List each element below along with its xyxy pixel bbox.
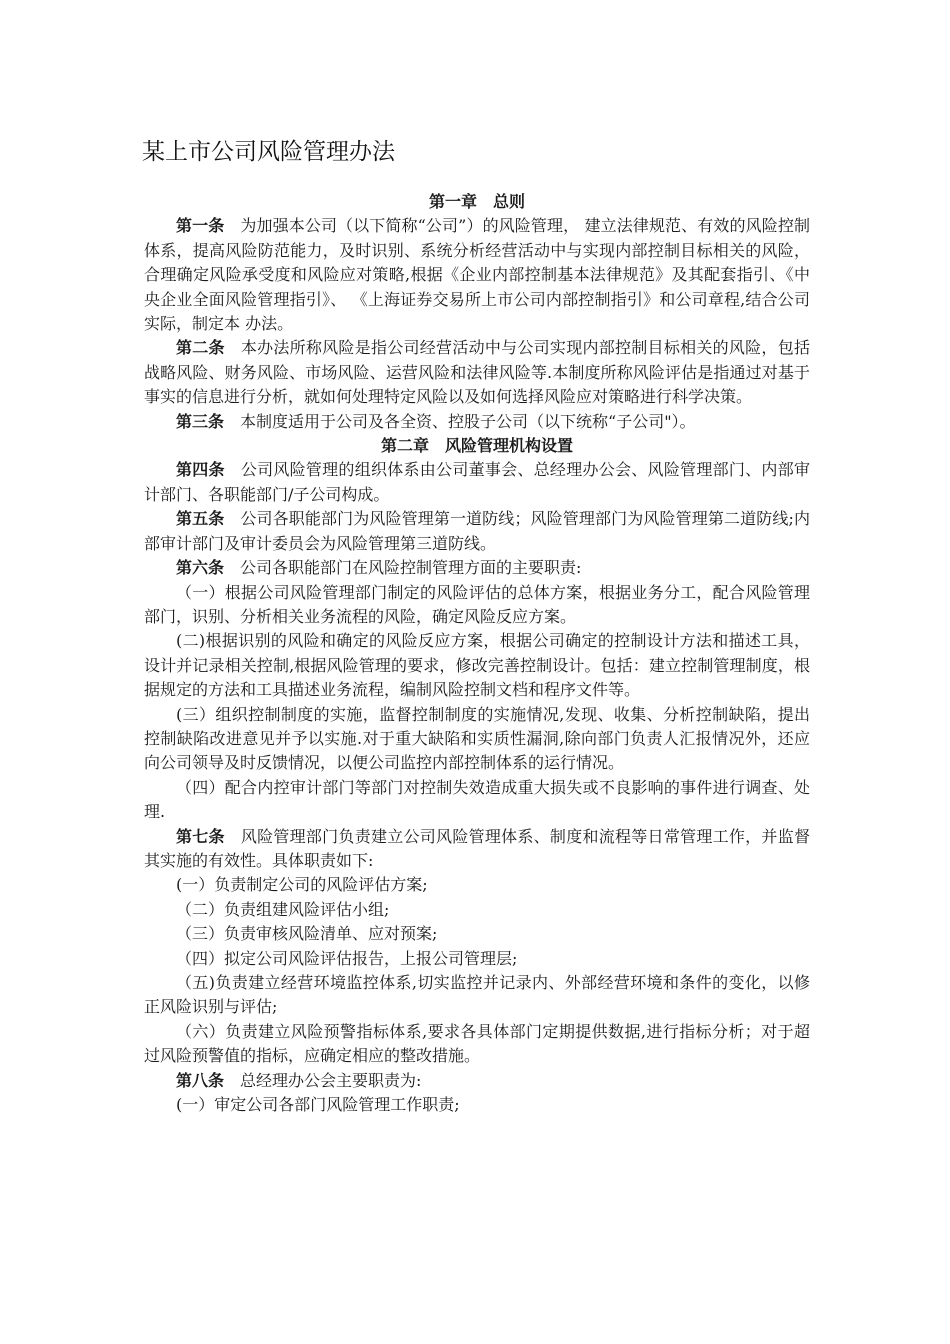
- sub-paragraph: （一）根据公司风险管理部门制定的风险评估的总体方案，根据业务分工，配合风险管理部门，识别、分析相关业务流程的风险，确定风险反应方案。: [144, 582, 810, 626]
- list-item: (一）负责制定公司的风险评估方案;: [176, 875, 428, 895]
- document-title: 某上市公司风险管理办法: [142, 139, 395, 165]
- article-paragraph: [144, 214, 810, 336]
- article-label: 第八条: [176, 1070, 225, 1090]
- sub-paragraph: （五)负责建立经营环境监控体系,切实监控并记录内、外部经营环境和条件的变化，以修正风险识别与评估;: [144, 973, 810, 1017]
- list-item: （四）拟定公司风险评估报告，上报公司管理层;: [176, 948, 518, 968]
- article-label: 第三条: [176, 411, 225, 431]
- sub-paragraph: （四）配合内控审计部门等部门对控制失效造成重大损失或不良影响的事件进行调查、处理.: [144, 777, 810, 822]
- article-text: 公司风险管理的组织体系由公司董事会、总经理办公会、风险管理部门、内部审计部门、各职能部门/子公司构成。: [144, 460, 810, 504]
- chapter-heading: 第一章 总则: [428, 192, 525, 211]
- article-paragraph: [144, 1069, 810, 1093]
- article-label: 第二条: [176, 338, 225, 358]
- sub-paragraph: (二)根据识别的风险和确定的风险反应方案，根据公司确定的控制设计方法和描述工具，设计并记录相关控制,根据风险管理的要求，修改完善控制设计。包括：建立控制管理制度，根据规定的方法和工具描述业务流程，编制风险控制文档和程序文件等。: [144, 631, 810, 700]
- chapter-heading: 第二章 风险管理机构设置: [380, 436, 573, 456]
- article-paragraph: [144, 336, 810, 409]
- article-paragraph: [144, 458, 810, 507]
- article-text: 风险管理部门负责建立公司风险管理体系、制度和流程等日常管理工作，并监督其实施的有效性。具体职责如下:: [144, 826, 810, 870]
- document-body: [144, 190, 810, 1117]
- article-paragraph: [144, 507, 810, 556]
- article-label: 第六条: [176, 558, 225, 578]
- article-paragraph: [144, 825, 810, 874]
- article-text: 本制度适用于公司及各全资、控股子公司（以下统称“子公司"）。: [240, 411, 696, 431]
- article-text: 本办法所称风险是指公司经营活动中与公司实现内部控制目标相关的风险，包括战略风险、财务风险、市场风险、运营风险和法律风险等.本制度所称风险评估是指通过对基于事实的信息进行分析，就如何处理特定风险以及如何选择风险应对策略进行科学决策。: [144, 338, 810, 407]
- article-label: 第五条: [176, 509, 225, 529]
- article-paragraph: [144, 556, 810, 580]
- article-text: 总经理办公会主要职责为:: [240, 1070, 422, 1090]
- article-text: 为加强本公司（以下简称“公司”）的风险管理， 建立法律规范、有效的风险控制体系，提高风险防范能力，及时识别、系统分析经营活动中与实现内部控制目标相关的风险，合理确定风险承受度和风险应对策略,根据《企业内部控制基本法律规范》及其配套指引、《中央企业全面风险管理指引》、 《上海证券交易所上市公司内部控制指引》和公司章程,结合公司实际，制定本 办法。: [144, 216, 810, 334]
- article-text: 公司各职能部门在风险控制管理方面的主要职责:: [240, 558, 582, 578]
- article-paragraph: [144, 410, 810, 434]
- sub-paragraph: (三）组织控制制度的实施，监督控制制度的实施情况,发现、收集、分析控制缺陷，提出控制缺陷改进意见并予以实施.对于重大缺陷和实质性漏洞,除向部门负责人汇报情况外，还应向公司领导及时反馈情况，以便公司监控内部控制体系的运行情况。: [144, 704, 810, 773]
- article-label: 第四条: [176, 460, 225, 480]
- article-label: 第一条: [176, 216, 225, 236]
- sub-paragraph: （六）负责建立风险预警指标体系,要求各具体部门定期提供数据,进行指标分析；对于超过风险预警值的指标，应确定相应的整改措施。: [144, 1021, 810, 1066]
- document-page: [144, 132, 810, 1117]
- list-item: （三）负责审核风险清单、应对预案;: [176, 924, 438, 944]
- article-text: 公司各职能部门为风险管理第一道防线；风险管理部门为风险管理第二道防线;内部审计部门及审计委员会为风险管理第三道防线。: [144, 509, 810, 553]
- article-label: 第七条: [176, 826, 225, 846]
- list-item: （二）负责组建风险评估小组;: [176, 899, 390, 919]
- list-item: (一）审定公司各部门风险管理工作职责;: [176, 1095, 460, 1115]
